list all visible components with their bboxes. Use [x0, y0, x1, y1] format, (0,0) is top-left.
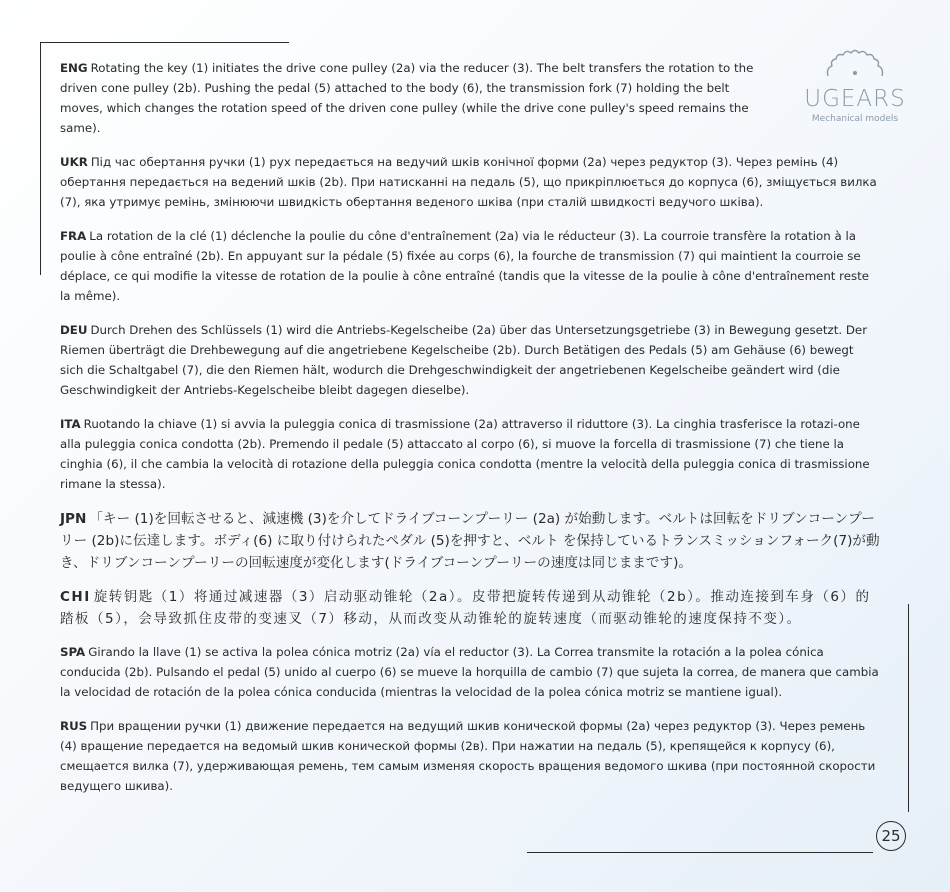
page-number-badge: [876, 821, 906, 851]
paragraph-spa: [60, 642, 880, 702]
language-code: FRA: [60, 229, 87, 243]
language-code: JPN: [60, 511, 87, 527]
paragraph-rus: [60, 716, 880, 796]
page-number: 25: [881, 827, 901, 845]
right-bracket-decoration: [908, 604, 909, 812]
paragraph-text: Rotating the key (1) initiates the drive cone pulley (2a) via the reducer (3). The belt transfers the rotation to the driven cone pulley (2b). Pushing the pedal (5) attached to the body (6), the transmission fork (7) holding the belt moves, which changes the rotation speed of the driven cone pulley (while the drive cone pulley's speed remains the same).: [60, 61, 754, 135]
paragraph-text: 旋转钥匙（1）将通过减速器（3）启动驱动锥轮（2a）。皮带把旋转传递到从动锥轮（2b）。推动连接到车身（6）的踏板（5），会导致抓住皮带的变速叉（7）移动，从而改变从动锥轮的旋转速度（而驱动锥轮的速度保持不变）。: [60, 589, 871, 627]
language-code: SPA: [60, 645, 86, 659]
paragraph-eng: [60, 58, 760, 138]
language-code: CHI: [60, 589, 91, 605]
paragraph-text: La rotation de la clé (1) déclenche la poulie du cône d'entraînement (2a) via le réducteur (3). La courroie transfère la rotation à la poulie à cône entraîné (2b). En appuyant sur la pédale (5) fixée au corps (6), la fourche de transmission (7) qui maintient la courroie se déplace, ce qui modifie la vitesse de rotation de la poulie à cône entraîné (tandis que la vitesse de la poulie à cône d'entraînement reste la même).: [60, 229, 870, 303]
paragraph-text: Durch Drehen des Schlüssels (1) wird die Antriebs-Kegelscheibe (2a) über das Untersetzungsgetriebe (3) in Bewegung gesetzt. Der Riemen überträgt die Drehbewegung auf die angetriebene Kegelscheibe (2b). Durch Betätigen des Pedals (5) am Gehäuse (6) bewegt sich die Schaltgabel (7), die den Riemen hält, wodurch die Drehgeschwindigkeit der angetriebenen Kegelscheibe geändert wird (die Geschwindigkeit der Antriebs-Kegelscheibe bleibt dagegen dieselbe).: [60, 323, 868, 397]
paragraph-text: Ruotando la chiave (1) si avvia la puleggia conica di trasmissione (2a) attraverso il riduttore (3). La cinghia trasferisce la rotazi-one alla puleggia conica condotta (2b). Premendo il pedale (5) attaccato al corpo (6), si muove la forcella di trasmissione (7) che tiene la cinghia (6), il che cambia la velocità di rotazione della puleggia conica condotta (mentre la velocità della puleggia conica di trasmissione rimane la stessa).: [60, 417, 870, 491]
paragraph-text: Girando la llave (1) se activa la polea cónica motriz (2a) vía el reductor (3). La Correa transmite la rotación a la polea cónica conducida (2b). Pulsando el pedal (5) unido al cuerpo (6) se mueve la horquilla de cambio (7) que sujeta la correa, de manera que cambia la velocidad de rotación de la polea cónica conducida (mientras la velocidad de la polea cónica motriz se mantiene igual).: [60, 645, 879, 699]
paragraph-deu: [60, 320, 880, 400]
paragraph-text: При вращении ручки (1) движение передается на ведущий шкив конической формы (2а) через редуктор (3). Через ремень (4) вращение передается на ведомый шкив конической формы (2в). При нажатии на педаль (5), крепящейся к корпусу (6), смещается вилка (7), удерживающая ремень, тем самым изменяя скорость вращения ведомого шкива (при постоянной скорости ведущего шкива).: [60, 719, 876, 793]
instruction-text-block: [60, 58, 880, 810]
logo-tagline: Mechanical models: [811, 114, 899, 124]
paragraph-jpn: [60, 508, 880, 574]
logo-name: UGEARS: [804, 86, 906, 112]
language-code: RUS: [60, 719, 88, 733]
paragraph-text: Під час обертання ручки (1) рух передається на ведучий шків конічної форми (2а) через редуктор (3). Через ремінь (4) обертання передається на ведений шків (2b). При натисканні на педаль (5), що прикріплюється до корпуса (6), зміщується вилка (7), яка утримує ремінь, змінюючи швидкість обертання веденого шківа (при сталій швидкості ведучого шківа).: [60, 155, 877, 209]
paragraph-text: 「キー (1)を回転させると、減速機 (3)を介してドライブコーンプーリー (2a) が始動します。ベルトは回転をドリブンコーンプーリー (2b)に伝達します。ボディ(6) に取り付けられたペダル (5)を押すと、ベルト を保持しているトランスミッションフォーク(7)が動き、ドリブンコーンプーリーの回転速度が変化します(ドライブコーンプーリーの速度は同じままです)。: [60, 511, 880, 571]
paragraph-chi: [60, 586, 880, 630]
language-code: ENG: [60, 61, 88, 75]
language-code: UKR: [60, 155, 88, 169]
bottom-rule-decoration: [527, 852, 873, 853]
language-code: DEU: [60, 323, 88, 337]
paragraph-ita: [60, 414, 880, 494]
paragraph-ukr: [60, 152, 880, 212]
language-code: ITA: [60, 417, 81, 431]
paragraph-fra: [60, 226, 880, 306]
